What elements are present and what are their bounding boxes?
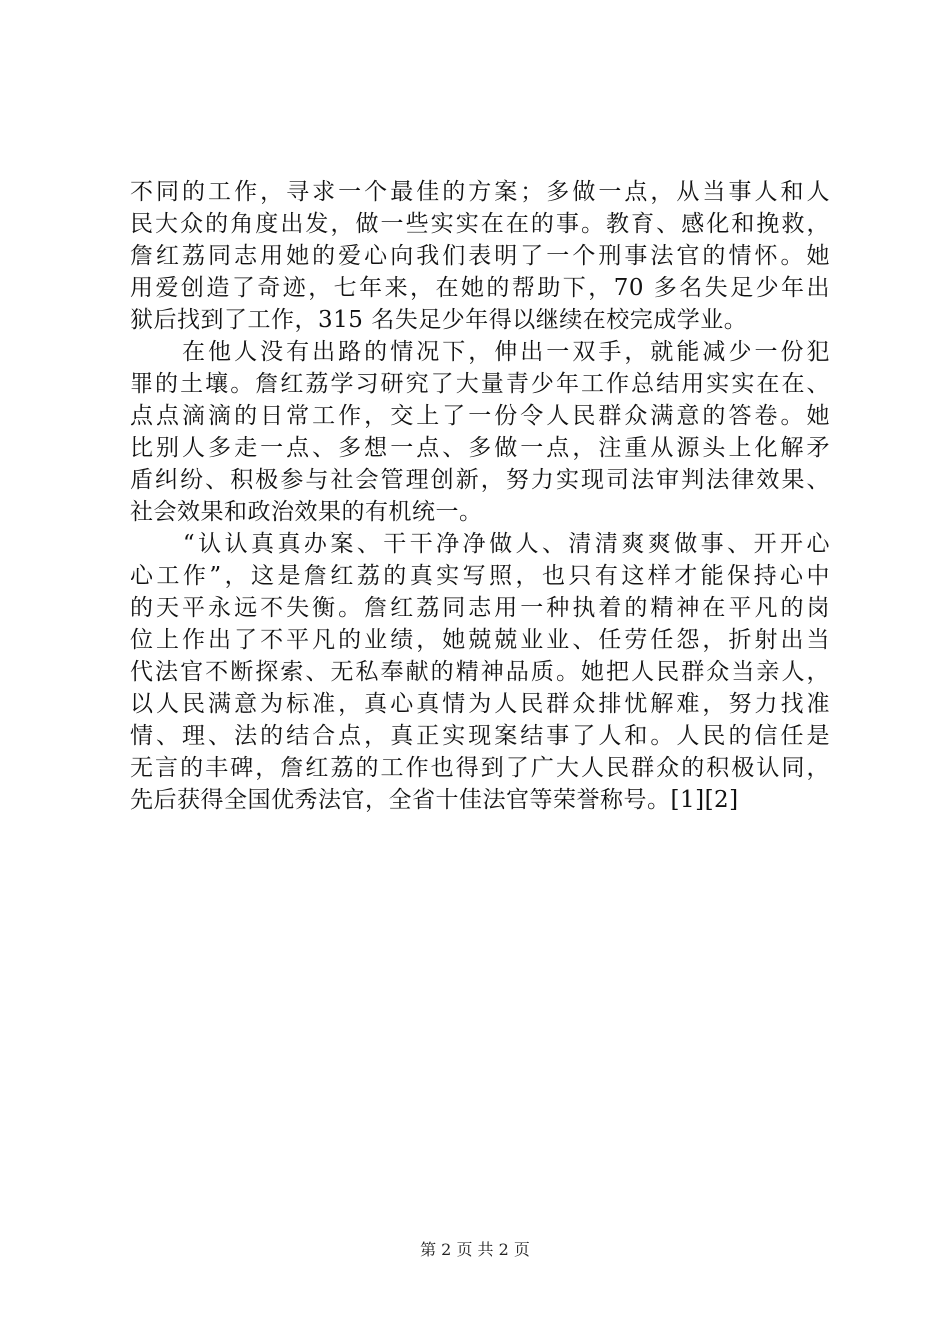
paragraph-line: 心工作”，这是詹红荔的真实写照，也只有这样才能保持心中 [130, 563, 830, 589]
paragraph-line: 比别人多走一点、多想一点、多做一点，注重从源头上化解矛 [130, 435, 830, 461]
paragraph-line: 民大众的角度出发，做一些实实在在的事。教育、感化和挽救， [130, 211, 830, 237]
paragraph-line: 在他人没有出路的情况下，伸出一双手，就能减少一份犯 [130, 339, 830, 365]
page-number-label: 第 2 页 共 2 页 [420, 1240, 530, 1259]
paragraph-line: 先后获得全国优秀法官，全省十佳法官等荣誉称号。[1][2] [130, 787, 739, 813]
paragraph-line: 狱后找到了工作，315 名失足少年得以继续在校完成学业。 [130, 307, 748, 333]
page-footer [0, 1240, 950, 1260]
paragraph-line: 詹红荔同志用她的爱心向我们表明了一个刑事法官的情怀。她 [130, 243, 830, 269]
paragraph-line: 罪的土壤。詹红荔学习研究了大量青少年工作总结用实实在在、 [130, 371, 830, 397]
paragraph-line: “认认真真办案、干干净净做人、清清爽爽做事、开开心 [130, 531, 830, 557]
paragraph-line: 代法官不断探索、无私奉献的精神品质。她把人民群众当亲人， [130, 659, 830, 685]
paragraph-line: 以人民满意为标准，真心真情为人民群众排忧解难，努力找准 [130, 691, 830, 717]
document-body [130, 176, 830, 816]
paragraph-line: 无言的丰碑，詹红荔的工作也得到了广大人民群众的积极认同， [130, 755, 830, 781]
paragraph-line: 盾纠纷、积极参与社会管理创新，努力实现司法审判法律效果、 [130, 467, 830, 493]
paragraph-line: 用爱创造了奇迹，七年来，在她的帮助下，70 多名失足少年出 [130, 275, 830, 301]
paragraph-line: 情、理、法的结合点，真正实现案结事了人和。人民的信任是 [130, 723, 830, 749]
paragraph-line: 的天平永远不失衡。詹红荔同志用一种执着的精神在平凡的岗 [130, 595, 830, 621]
paragraph-line: 点点滴滴的日常工作，交上了一份令人民群众满意的答卷。她 [130, 403, 830, 429]
paragraph-line: 不同的工作，寻求一个最佳的方案；多做一点，从当事人和人 [130, 179, 830, 205]
paragraph-line: 位上作出了不平凡的业绩，她兢兢业业、任劳任怨，折射出当 [130, 627, 830, 653]
paragraph-1 [130, 176, 830, 336]
paragraph-line: 社会效果和政治效果的有机统一。 [130, 499, 483, 525]
paragraph-2 [130, 336, 830, 528]
paragraph-3 [130, 528, 830, 816]
